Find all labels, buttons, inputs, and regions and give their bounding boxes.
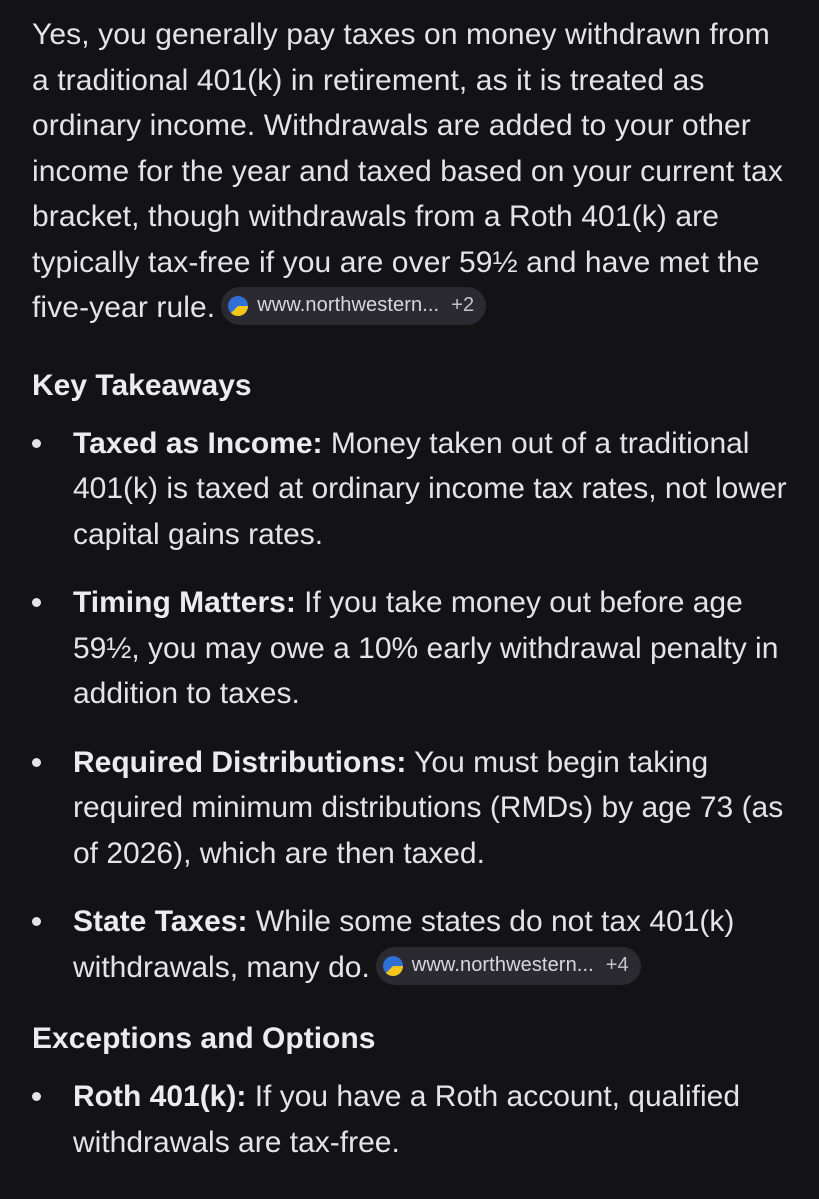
exceptions-heading: Exceptions and Options (32, 1022, 376, 1055)
intro-paragraph (32, 12, 787, 331)
bullet-dot (32, 1092, 41, 1101)
list-item-text: While some states do not tax 401(k) withdrawals, many do. (73, 905, 735, 984)
list-item (32, 421, 787, 558)
list-item-term: Required Distributions: (73, 745, 407, 779)
list-item-term: State Taxes: (73, 905, 248, 938)
list-item-text: If you have a Roth account, qualified withdrawals are tax-free. (73, 1080, 741, 1159)
list-item (32, 580, 787, 717)
source-chip[interactable] (221, 287, 486, 325)
bullet-dot (32, 598, 41, 607)
key-takeaways-heading: Key Takeaways (32, 368, 252, 402)
list-item (32, 1074, 787, 1165)
list-item (32, 740, 787, 877)
list-item-text: You must begin taking required minimum distributions (RMDs) by age 73 (as of 2026), which are then taxed. (73, 745, 784, 870)
exceptions-list (32, 1074, 787, 1165)
source-chip-count: +2 (451, 294, 475, 317)
source-chip[interactable] (376, 947, 641, 985)
list-item (32, 899, 787, 990)
list-item-text: Money taken out of a traditional 401(k) is taxed at ordinary income tax rates, not lower capital gains rates. (73, 426, 787, 551)
source-favicon-icon (382, 955, 404, 977)
list-item-term: Roth 401(k): (73, 1080, 247, 1113)
bullet-dot (32, 439, 41, 448)
list-item-term: Taxed as Income: (73, 426, 323, 460)
source-chip-site: www.northwestern... (411, 953, 594, 976)
list-item-term: Timing Matters: (73, 586, 296, 619)
bullet-dot (32, 917, 41, 926)
source-favicon-icon (227, 295, 249, 317)
bullet-dot (32, 758, 41, 767)
key-takeaways-list (32, 421, 787, 991)
intro-text: Yes, you generally pay taxes on money withdrawn from a traditional 401(k) in retirement, as it is treated as ordinary income. Withdrawals are added to your other income for the year and taxed based on your current tax bracket, though withdrawals from a Roth 401(k) are typically tax-free if you are over 59½ and have met the five-year rule. (32, 18, 783, 324)
list-item-text: If you take money out before age 59½, you may owe a 10% early withdrawal penalty in addition to taxes. (73, 586, 779, 710)
source-chip-count: +4 (605, 953, 629, 976)
source-chip-site: www.northwestern... (257, 294, 440, 317)
